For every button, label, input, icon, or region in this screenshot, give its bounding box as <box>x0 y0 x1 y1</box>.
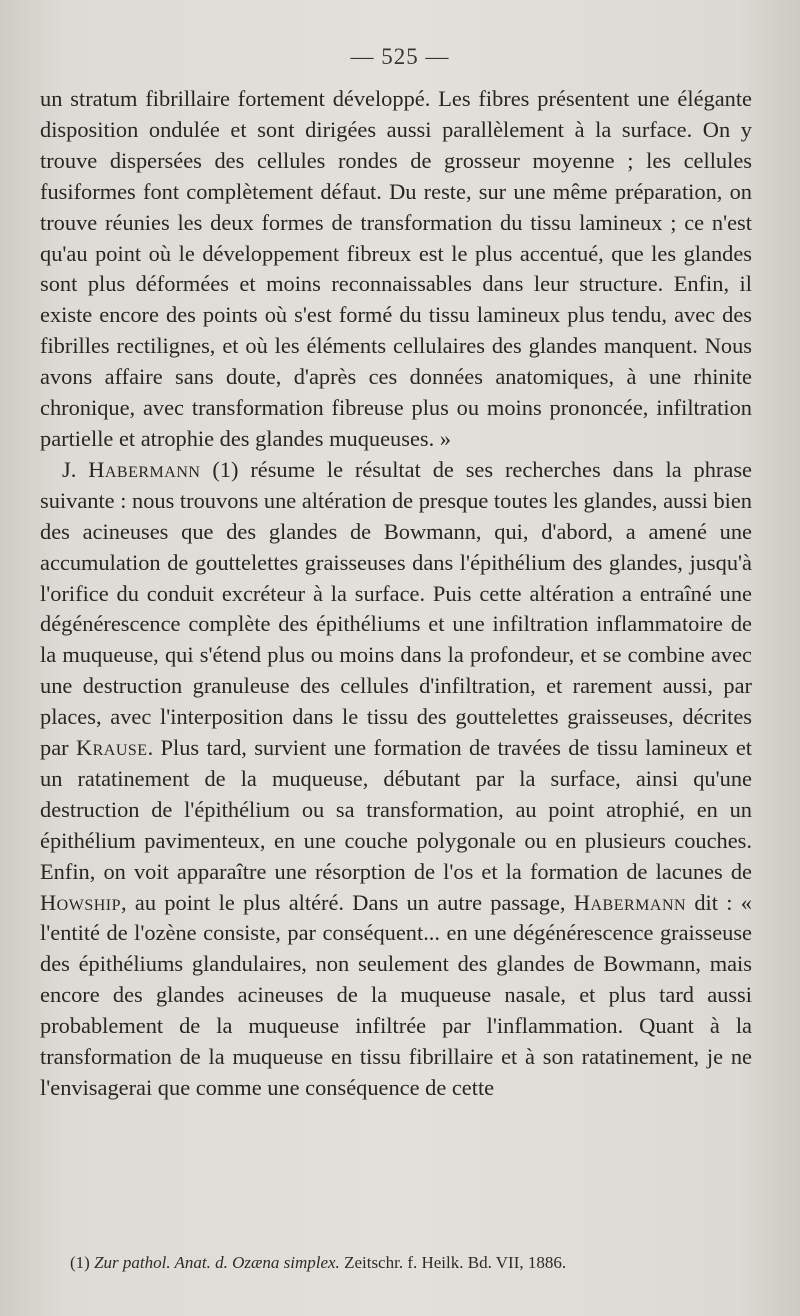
footnote-title: Zur pathol. Anat. d. Ozæna simplex. <box>94 1253 340 1272</box>
footnote-marker: (1) <box>70 1253 90 1272</box>
author-name: Howship <box>40 889 122 915</box>
footnote-source: Zeitschr. f. Heilk. Bd. VII, 1886. <box>344 1253 567 1272</box>
paragraph-text: , au point le plus altéré. Dans un autre passage, <box>121 889 566 915</box>
author-name: Habermann <box>573 889 687 915</box>
paragraph-text: (1) résume le résultat de ses recherches dans la phrase suivante : nous trouvons une altération de presque toutes les glandes, aussi bien des acineuses que des glandes de Bowmann, qui, d'abord, a amené une accumulation de gouttelettes graisseuses dans l'épithélium des glandes, jusqu'à l'orifice du conduit excréteur à la surface. Puis cette altération a entraîné une dégénérescence complète des épithéliums et une infiltration inflammatoire de la muqueuse, qui s'étend plus ou moins dans la profondeur, et se combine avec une destruction granuleuse des cellules d'infiltration, et rarement aussi, par places, avec l'interposition dans le tissu des gouttelettes graisseuses, décrites par <box>40 456 752 761</box>
author-name: Habermann <box>88 456 201 482</box>
footnote <box>70 1252 730 1274</box>
author-initial: J. <box>62 456 77 482</box>
paragraph-text: . Plus tard, survient une formation de travées de tissu lamineux et un ratatinement de la muqueuse, débutant par la surface, ainsi qu'une destruction de l'épithélium ou sa transformation, au point atrophié, en un épithélium pavimenteux, en une couche polygonale ou en plusieurs couches. Enfin, on voit apparaître une résorption de l'os et la formation de lacunes de <box>40 735 752 884</box>
author-name: Krause <box>75 735 148 761</box>
paragraph-habermann <box>40 455 752 1104</box>
page-number: — 525 — <box>350 44 450 69</box>
body-text <box>40 84 752 1104</box>
paragraph-text: dit : « l'entité de l'ozène consiste, par conséquent... en une dégénérescence graisseuse des épithéliums glandulaires, non seulement des glandes de Bowmann, mais encore des glandes acineuses de la muqueuse nasale, et plus tard aussi probablement de la muqueuse infiltrée par l'inflammation. Quant à la transformation de la muqueuse en tissu fibrillaire et à son ratatinement, je ne l'envisagerai que comme une conséquence de cette <box>40 889 752 1100</box>
paragraph-continued: un stratum fibrillaire fortement développé. Les fibres présentent une élégante disposition ondulée et sont dirigées aussi parallèlement à la surface. On y trouve dispersées des cellules rondes de grosseur moyenne ; les cellules fusiformes font complètement défaut. Du reste, sur une même préparation, on trouve réunies les deux formes de transformation du tissu lamineux ; ce n'est qu'au point où le développement fibreux est le plus accentué, que les glandes sont plus déformées et moins reconnaissables dans leur structure. Enfin, il existe encore des points où s'est formé du tissu lamineux plus tendu, avec des fibrilles rectilignes, et où les éléments cellulaires des glandes manquent. Nous avons affaire sans doute, d'après ces données anatomiques, à une rhinite chronique, avec transformation fibreuse plus ou moins prononcée, infiltration partielle et atrophie des glandes muqueuses. » <box>40 86 752 451</box>
